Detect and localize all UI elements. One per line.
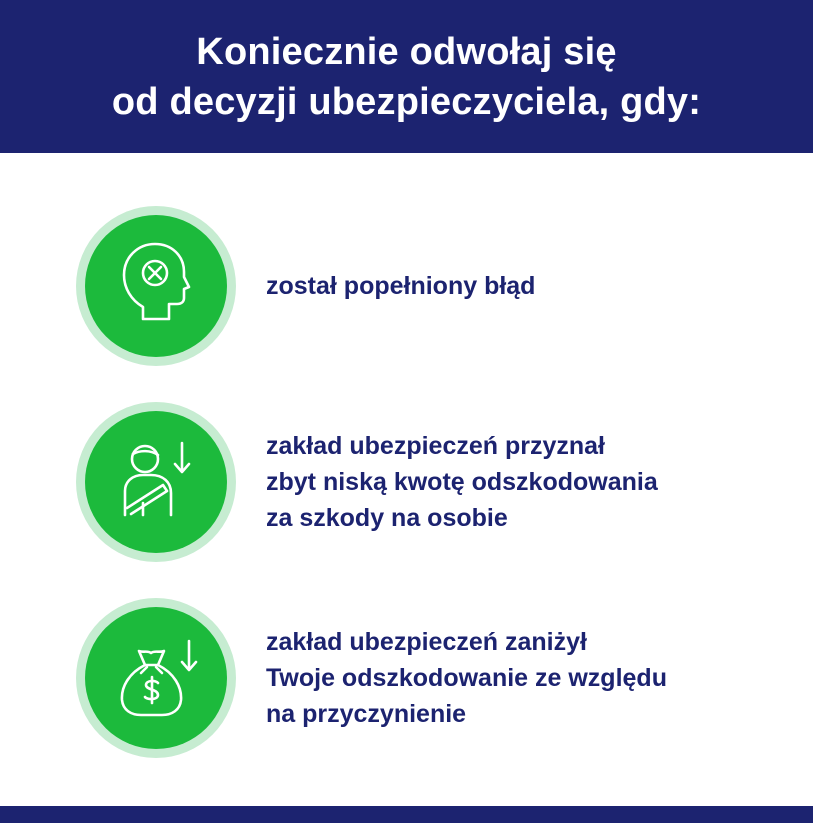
footer-bar: [0, 806, 813, 823]
item-text: [266, 598, 766, 758]
list-item-error: [76, 206, 776, 366]
head-error-icon: [85, 215, 227, 357]
item-text-line: zakład ubezpieczeń przyznał: [266, 432, 605, 460]
page-title-line-1: Koniecznie odwołaj się: [196, 30, 617, 73]
item-text-line: Twoje odszkodowanie ze względu: [266, 664, 667, 692]
header-banner: [0, 0, 813, 153]
page-title-line-2: od decyzji ubezpieczyciela, gdy:: [111, 80, 702, 123]
item-text-line: za szkody na osobie: [266, 504, 508, 532]
injured-person-icon: [85, 411, 227, 553]
list-item-contributory-negligence: [76, 598, 776, 758]
list-item-low-compensation: [76, 402, 776, 562]
item-text-line: zakład ubezpieczeń zaniżył: [266, 628, 587, 656]
item-text: [266, 402, 766, 562]
item-text-line: zbyt niską kwotę odszkodowania: [266, 468, 658, 496]
item-text-line: na przyczynienie: [266, 700, 467, 728]
item-text-line: został popełniony błąd: [266, 272, 536, 300]
money-bag-down-icon: [85, 607, 227, 749]
item-text: [266, 206, 766, 366]
